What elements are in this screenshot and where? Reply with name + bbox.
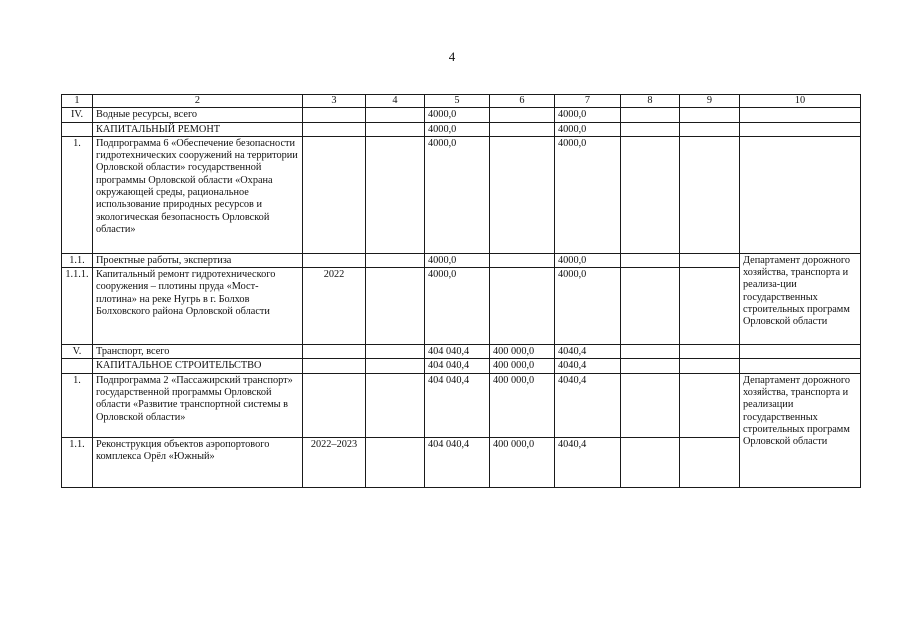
cell-col6: [490, 108, 555, 122]
cell-col7: 4040,4: [555, 373, 621, 437]
cell-col7: 4040,4: [555, 437, 621, 487]
cell-col7: 4040,4: [555, 359, 621, 373]
table-row: [62, 122, 861, 136]
cell-col7: 4000,0: [555, 136, 621, 253]
cell-col5: 4000,0: [425, 108, 490, 122]
cell-col5: 404 040,4: [425, 359, 490, 373]
cell-col8: [621, 253, 680, 267]
row-number: IV.: [62, 108, 93, 122]
header-row: [62, 95, 861, 108]
cell-col4: [366, 359, 425, 373]
cell-col9: [680, 268, 740, 345]
header-cell: 5: [425, 95, 490, 108]
row-number: V.: [62, 345, 93, 359]
cell-col4: [366, 437, 425, 487]
cell-col10: [740, 136, 861, 253]
cell-col3: [303, 373, 366, 437]
header-cell: 9: [680, 95, 740, 108]
cell-col3: [303, 108, 366, 122]
header-cell: 2: [93, 95, 303, 108]
cell-col9: [680, 136, 740, 253]
page-number: 4: [448, 49, 456, 64]
cell-col9: [680, 253, 740, 267]
table-row: [62, 136, 861, 253]
cell-col8: [621, 108, 680, 122]
cell-col9: [680, 108, 740, 122]
cell-col3: [303, 136, 366, 253]
cell-col6: 400 000,0: [490, 373, 555, 437]
row-number: 1.1.1.: [62, 268, 93, 345]
row-number: [62, 122, 93, 136]
cell-col3: 2022–2023: [303, 437, 366, 487]
cell-col10: [740, 108, 861, 122]
cell-col4: [366, 136, 425, 253]
cell-col5: 404 040,4: [425, 373, 490, 437]
row-title: Подпрограмма 2 «Пассажирский транспорт» государственной программы Орловской области «Развитие транспортной системы в Орловской области»: [93, 373, 303, 437]
cell-col6: [490, 136, 555, 253]
cell-col6: [490, 268, 555, 345]
cell-col7: 4040,4: [555, 345, 621, 359]
table-row: [62, 345, 861, 359]
cell-col9: [680, 373, 740, 437]
table-row: [62, 108, 861, 122]
cell-col10: [740, 122, 861, 136]
row-title: Водные ресурсы, всего: [93, 108, 303, 122]
header-cell: 4: [366, 95, 425, 108]
cell-col9: [680, 437, 740, 487]
row-number: [62, 359, 93, 373]
table-row: [62, 253, 861, 267]
cell-col3: [303, 359, 366, 373]
header-cell: 1: [62, 95, 93, 108]
cell-col5: 404 040,4: [425, 345, 490, 359]
cell-col3: [303, 253, 366, 267]
row-number: 1.: [62, 373, 93, 437]
cell-col3: [303, 345, 366, 359]
cell-col7: 4000,0: [555, 268, 621, 345]
cell-col9: [680, 359, 740, 373]
row-title: Подпрограмма 6 «Обеспечение безопасности гидротехнических сооружений на территории Орловской области» государственной программы Орловской области «Охрана окружающей среды, рациональное использование природных ресурсов и экологическая безопасность Орловской области»: [93, 136, 303, 253]
cell-col5: 4000,0: [425, 268, 490, 345]
header-cell: 6: [490, 95, 555, 108]
cell-col4: [366, 373, 425, 437]
cell-col5: 4000,0: [425, 136, 490, 253]
department-cell: Департамент дорожного хозяйства, транспорта и реализа-ции государственных строительных программ Орловской области: [740, 253, 861, 344]
row-title: Транспорт, всего: [93, 345, 303, 359]
cell-col3: [303, 122, 366, 136]
cell-col6: 400 000,0: [490, 437, 555, 487]
row-number: 1.: [62, 136, 93, 253]
cell-col8: [621, 268, 680, 345]
cell-col8: [621, 359, 680, 373]
cell-col6: [490, 122, 555, 136]
cell-col5: 404 040,4: [425, 437, 490, 487]
row-title: КАПИТАЛЬНОЕ СТРОИТЕЛЬСТВО: [93, 359, 303, 373]
header-cell: 7: [555, 95, 621, 108]
cell-col4: [366, 268, 425, 345]
program-table: [61, 94, 861, 488]
cell-col6: 400 000,0: [490, 345, 555, 359]
row-number: 1.1.: [62, 253, 93, 267]
row-title: Проектные работы, экспертиза: [93, 253, 303, 267]
table-row: [62, 359, 861, 373]
cell-col7: 4000,0: [555, 108, 621, 122]
row-number: 1.1.: [62, 437, 93, 487]
cell-col3: 2022: [303, 268, 366, 345]
header-cell: 3: [303, 95, 366, 108]
department-cell: Департамент дорожного хозяйства, транспорта и реализации государственных строительных программ Орловской области: [740, 373, 861, 487]
row-title: Реконструкция объектов аэропортового комплекса Орёл «Южный»: [93, 437, 303, 487]
cell-col5: 4000,0: [425, 122, 490, 136]
cell-col4: [366, 122, 425, 136]
row-title: Капитальный ремонт гидротехнического сооружения – плотины пруда «Мост-плотина» на реке Нугрь в г. Болхов Болховского района Орловской области: [93, 268, 303, 345]
header-cell: 10: [740, 95, 861, 108]
cell-col4: [366, 253, 425, 267]
cell-col9: [680, 345, 740, 359]
cell-col6: 400 000,0: [490, 359, 555, 373]
cell-col8: [621, 345, 680, 359]
row-title: КАПИТАЛЬНЫЙ РЕМОНТ: [93, 122, 303, 136]
cell-col10: [740, 359, 861, 373]
header-cell: 8: [621, 95, 680, 108]
cell-col4: [366, 108, 425, 122]
cell-col6: [490, 253, 555, 267]
cell-col7: 4000,0: [555, 253, 621, 267]
cell-col8: [621, 373, 680, 437]
cell-col9: [680, 122, 740, 136]
cell-col10: [740, 345, 861, 359]
cell-col4: [366, 345, 425, 359]
cell-col7: 4000,0: [555, 122, 621, 136]
cell-col5: 4000,0: [425, 253, 490, 267]
cell-col8: [621, 437, 680, 487]
cell-col8: [621, 136, 680, 253]
cell-col8: [621, 122, 680, 136]
table-row: [62, 373, 861, 437]
